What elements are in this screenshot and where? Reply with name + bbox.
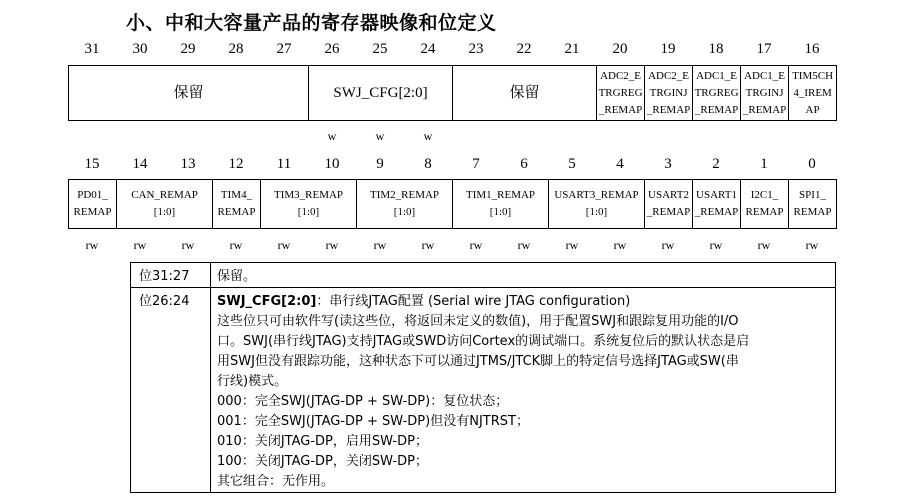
field-label: AP [805,103,820,116]
access-type: rw [277,238,291,252]
field-swj-cfg [309,66,453,121]
bit-number: 30 [132,41,148,57]
desc-line: 100：关闭JTAG-DP，关闭SW-DP； [217,454,428,469]
access-type: w [423,129,433,143]
field-can-remap [117,180,213,229]
field-label: I2C1_ [750,189,779,201]
bit-number: 24 [420,41,436,57]
bit-number: 19 [660,41,676,57]
bit-number: 12 [228,156,244,172]
field-tim5ch4-iremap [789,66,837,121]
field-i2c1-remap [741,180,789,229]
bit-number: 26 [324,41,340,57]
desc-bit-label: 位31:27 [131,263,211,288]
field-usart2-remap [645,180,693,229]
field-label: USART2 [648,189,689,201]
bit-number: 31 [84,41,100,57]
field-label: 4_IREM [793,86,832,99]
bit-number: 5 [568,156,576,172]
field-label: 保留 [509,84,540,101]
desc-line: 其它组合：无作用。 [217,474,335,489]
desc-row-swj-cfg [131,288,836,493]
desc-text [211,263,836,288]
field-label: TIM4_ [220,189,253,201]
desc-heading [217,292,829,312]
field-label: [1:0] [489,206,512,218]
access-type: rw [325,238,339,252]
desc-line: 010：关闭JTAG-DP，启用SW-DP； [217,434,428,449]
field-label: ADC2_E [600,69,642,82]
access-type: rw [565,238,579,252]
field-label: ADC2_E [648,69,690,82]
bit-number: 14 [132,156,148,172]
field-label: TRGINJ [649,86,688,99]
bit-number: 9 [376,156,384,172]
desc-text [211,288,836,493]
bit-numbers-lower [68,156,836,176]
field-label: USART3_REMAP [554,189,639,201]
bit-number: 21 [564,41,580,57]
field-label: [1:0] [153,206,176,218]
field-label: REMAP [793,206,832,218]
bit-description-table [130,262,836,493]
field-tim4-remap [213,180,261,229]
access-type: rw [421,238,435,252]
field-pd01-remap [69,180,117,229]
register-upper [68,65,837,121]
field-label: TRGINJ [745,86,784,99]
field-label: [1:0] [393,206,416,218]
access-type: rw [613,238,627,252]
desc-line: 口。SWJ(串行线JTAG)支持JTAG或SWD访问Cortex的调试端口。系统复位后的默认状态是启 [217,334,750,349]
field-label: [1:0] [297,206,320,218]
field-label: CAN_REMAP [131,189,198,201]
desc-line: 000：完全SWJ(JTAG-DP + SW-DP)：复位状态； [217,394,509,409]
bit-number: 7 [472,156,480,172]
bit-number: 28 [228,41,244,57]
field-adc2-etrgreg-remap [597,66,645,121]
bit-number: 11 [276,156,292,172]
access-type: rw [229,238,243,252]
field-label: REMAP [217,206,256,218]
field-tim3-remap [261,180,357,229]
access-type: rw [373,238,387,252]
field-reserved-mid [453,66,597,121]
bit-number: 20 [612,41,628,57]
bit-number: 29 [180,41,196,57]
field-label: REMAP [745,206,784,218]
access-row-upper [68,129,836,147]
field-label: REMAP [73,206,112,218]
field-spi1-remap [789,180,837,229]
bit-number: 16 [804,41,820,57]
field-label: _REMAP [646,103,691,116]
field-adc1-etrginj-remap [741,66,789,121]
field-tim2-remap [357,180,453,229]
field-label: SPI1_ [799,189,826,201]
field-label: SWJ_CFG[2:0] [333,84,428,101]
access-type: rw [85,238,99,252]
access-row-lower [68,238,836,256]
bit-number: 23 [468,41,484,57]
access-type: w [327,129,337,143]
field-label: _REMAP [694,103,739,116]
field-usart1-remap [693,180,741,229]
field-label: TIM1_REMAP [465,189,536,201]
access-type: rw [469,238,483,252]
desc-heading-text: ：串行线JTAG配置 (Serial wire JTAG configuration) [316,294,631,309]
field-label: TIM2_REMAP [369,189,440,201]
register-lower [68,179,837,229]
field-label: ADC1_E [696,69,738,82]
access-type: rw [181,238,195,252]
desc-heading-field: SWJ_CFG[2:0] [217,294,317,309]
bit-number: 27 [276,41,292,57]
bit-number: 15 [84,156,100,172]
bit-number: 22 [516,41,532,57]
field-label: TRGREG [598,86,643,99]
field-label: _REMAP [598,103,643,116]
field-label: 保留 [173,84,204,101]
desc-line: 用SWJ但没有跟踪功能，这种状态下可以通过JTMS/JTCK脚上的特定信号选择JTAG或SW(串 [217,354,739,369]
desc-bit-label: 位26:24 [131,288,211,493]
field-label: [1:0] [585,206,608,218]
desc-line: 行线)模式。 [217,374,288,389]
field-label: TIM5CH [792,69,834,82]
bit-number: 4 [616,156,624,172]
field-reserved-high [69,66,309,121]
field-label: _REMAP [646,206,691,218]
desc-line: 001：完全SWJ(JTAG-DP + SW-DP)但没有NJTRST； [217,414,529,429]
field-label: _REMAP [694,206,739,218]
bit-number: 25 [372,41,388,57]
desc-line: 这些位只可由软件写(读这些位，将返回未定义的数值)，用于配置SWJ和跟踪复用功能的I/O [217,314,739,329]
desc-line: 保留。 [217,269,257,284]
field-label: TRGREG [694,86,739,99]
bit-numbers-upper [68,41,836,61]
field-adc2-etrginj-remap [645,66,693,121]
access-type: rw [757,238,771,252]
bit-number: 13 [180,156,196,172]
bit-number: 10 [324,156,340,172]
bit-number: 6 [520,156,528,172]
bit-number: 1 [760,156,768,172]
access-type: w [375,129,385,143]
field-tim1-remap [453,180,549,229]
field-label: ADC1_E [744,69,786,82]
bit-number: 17 [756,41,772,57]
bit-number: 2 [712,156,720,172]
field-adc1-etrgreg-remap [693,66,741,121]
access-type: rw [517,238,531,252]
access-type: rw [661,238,675,252]
desc-row-reserved [131,263,836,288]
field-label: _REMAP [742,103,787,116]
bit-number: 8 [424,156,432,172]
bit-number: 3 [664,156,672,172]
field-label: PD01_ [77,189,108,201]
access-type: rw [709,238,723,252]
bit-number: 18 [708,41,724,57]
field-label: TIM3_REMAP [273,189,344,201]
access-type: rw [133,238,147,252]
field-usart3-remap [549,180,645,229]
field-label: USART1 [696,189,737,201]
page-title: 小、中和大容量产品的寄存器映像和位定义 [126,12,497,34]
access-type: rw [805,238,819,252]
bit-number: 0 [808,156,816,172]
